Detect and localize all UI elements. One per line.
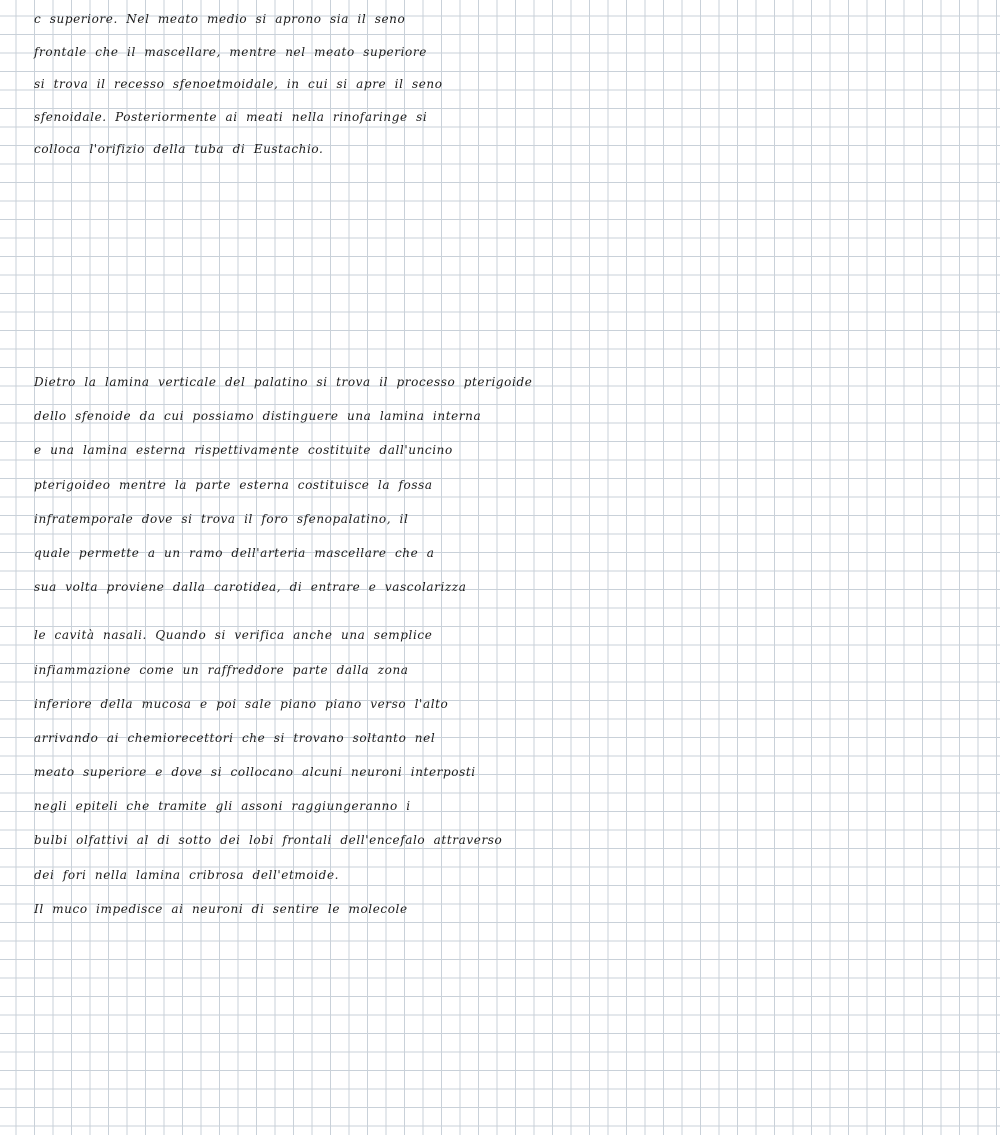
text-line: le cavità nasali. Quando si verifica anche una semplice bbox=[34, 628, 433, 643]
text-line: c superiore. Nel meato medio si aprono sia il seno bbox=[34, 12, 406, 26]
text-line: colloca l'orifizio della tuba di Eustachio. bbox=[34, 142, 324, 156]
text-line: bulbi olfattivi al di sotto dei lobi frontali dell'encefalo attraverso bbox=[34, 833, 503, 848]
text-line: quale permette a un ramo dell'arteria mascellare che a bbox=[34, 545, 435, 560]
handwritten-paragraph-2 bbox=[34, 365, 994, 926]
text-line: dei fori nella lamina cribrosa dell'etmoide. bbox=[34, 867, 340, 882]
text-line: sfenoidale. Posteriormente ai meati nella rinofaringe si bbox=[34, 109, 428, 124]
handwritten-paragraph-1 bbox=[34, 3, 994, 166]
text-line: infratemporale dove si trova il foro sfenopalatino, il bbox=[34, 511, 409, 526]
text-line: sua volta proviene dalla carotidea, di entrare e vascolarizza bbox=[34, 580, 467, 595]
text-line: arrivando ai chemiorecettori che si trovano soltanto nel bbox=[34, 730, 436, 745]
text-line: Dietro la lamina verticale del palatino si trova il processo pterigoide bbox=[34, 375, 533, 389]
text-line: e una lamina esterna rispettivamente costituite dall'uncino bbox=[34, 443, 453, 458]
line-gap bbox=[34, 604, 994, 618]
text-line: pterigoideo mentre la parte esterna costituisce la fossa bbox=[34, 477, 433, 492]
text-line: meato superiore e dove si collocano alcuni neuroni interposti bbox=[34, 765, 476, 780]
text-line: negli epiteli che tramite gli assoni raggiungeranno i bbox=[34, 799, 411, 814]
text-line: frontale che il mascellare, mentre nel meato superiore bbox=[34, 44, 427, 59]
text-line: dello sfenoide da cui possiamo distinguere una lamina interna bbox=[34, 409, 482, 424]
text-line: Il muco impedisce ai neuroni di sentire le molecole bbox=[34, 901, 408, 916]
text-line: infiammazione come un raffreddore parte dalla zona bbox=[34, 662, 409, 677]
text-line: inferiore della mucosa e poi sale piano piano verso l'alto bbox=[34, 696, 449, 711]
text-line: si trova il recesso sfenoetmoidale, in cui si apre il seno bbox=[34, 77, 443, 91]
